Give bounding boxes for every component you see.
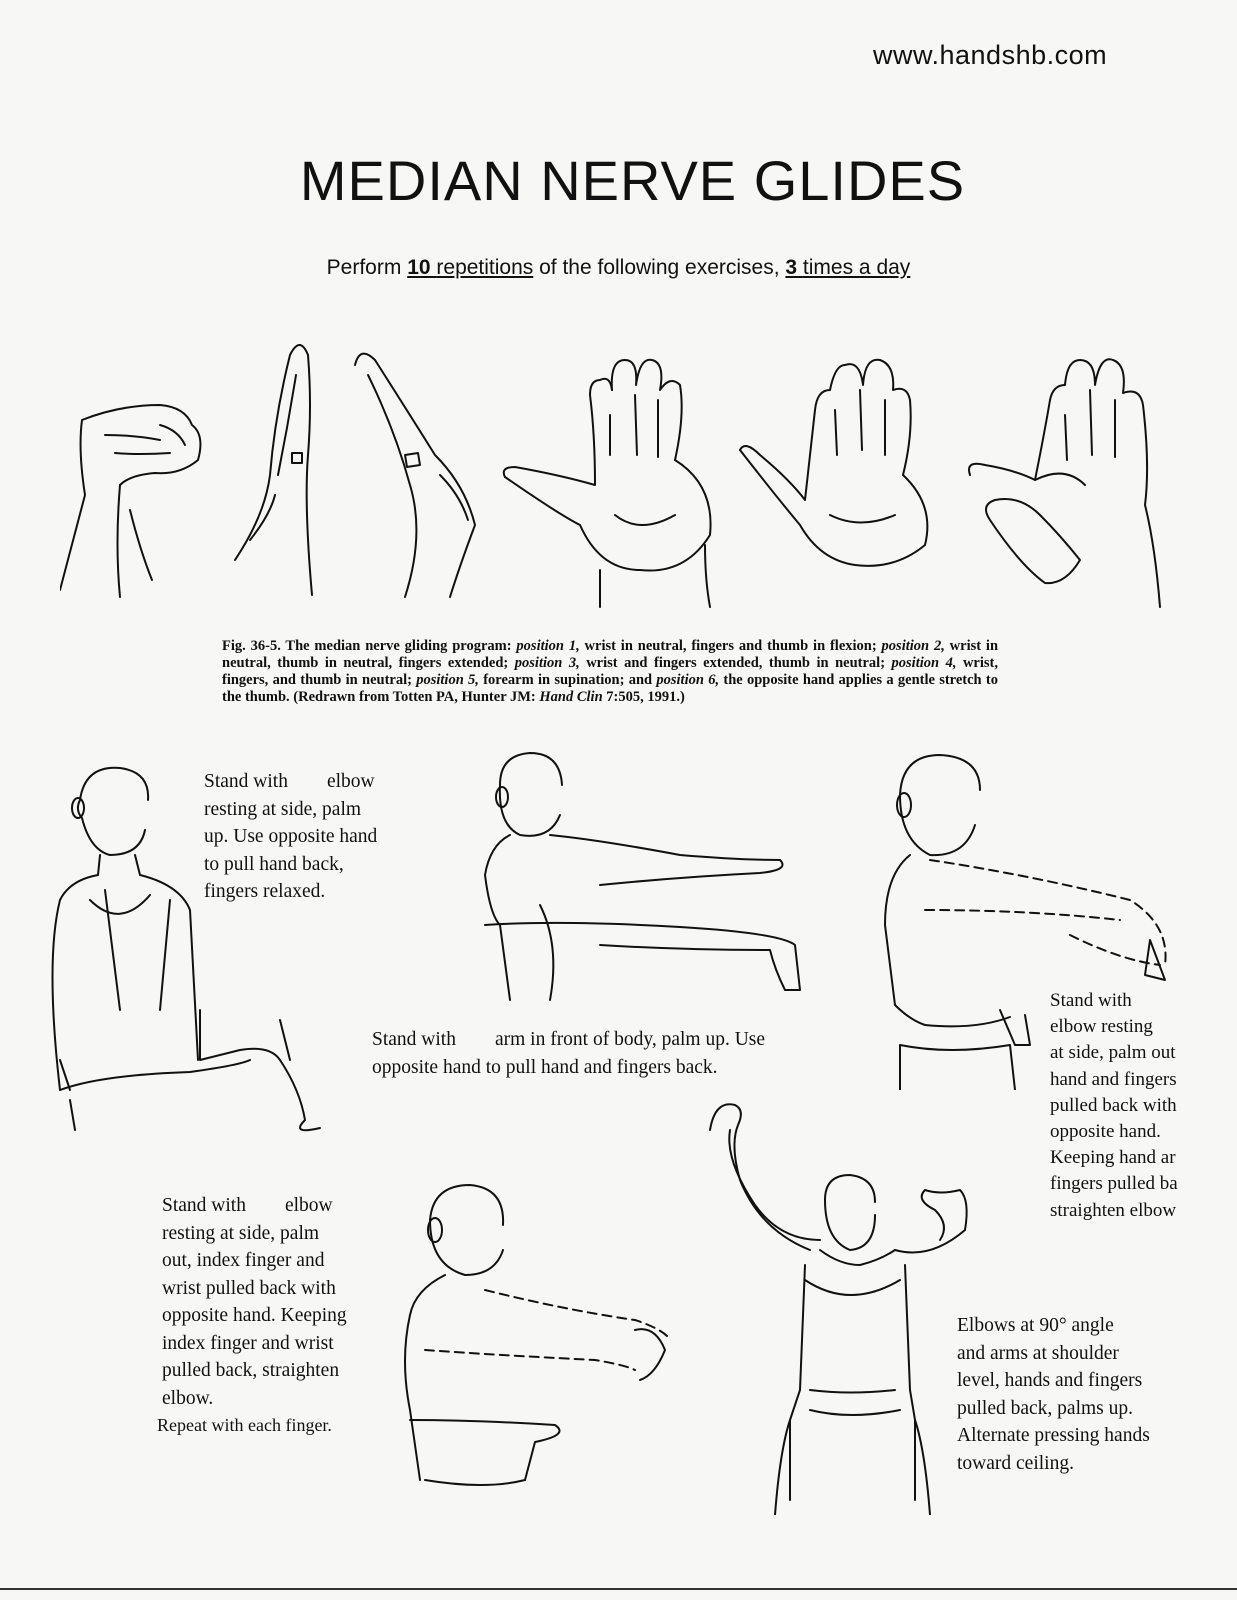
caption-position-5: position 5, (416, 672, 479, 688)
fist-hand-icon (60, 405, 200, 597)
page-title: MEDIAN NERVE GLIDES (299, 149, 966, 212)
caption-journal: Hand Clin (539, 689, 603, 705)
caption-position-6-text: the opposite hand applies a gentle stretch to the thumb. (Redrawn from Totten PA, Hunter JM: (222, 672, 998, 705)
caption-position-5-text: forearm in supination; and (478, 672, 657, 688)
exercise-5-figure (700, 1090, 1000, 1515)
caption-position-3: position 3, (514, 655, 580, 671)
caption-position-6: position 6, (656, 672, 720, 688)
exercise-3-instructions: Stand with elbow resting at side, palm out hand and fingers pulled back with opposite hand. Keeping hand ar fingers pulled ba straighten elbow (1050, 990, 1178, 1221)
exercise-5-instructions: Elbows at 90° angle and arms at shoulder level, hands and fingers pulled back, palms up. Alternate pressing hands toward ceiling. (957, 1315, 1150, 1474)
caption-intro: The median nerve gliding program: (280, 638, 517, 654)
caption-citation: 7:505, 1991.) (602, 689, 685, 705)
man-index-finger-stretch-icon (405, 1185, 670, 1485)
caption-position-2-text: wrist in neutral, thumb in neutral, fingers extended; (222, 638, 999, 671)
instructions-subtitle (0, 256, 1237, 280)
subtitle-mid: of the following exercises, (533, 256, 786, 279)
hand-positions-illustration (60, 335, 1190, 620)
supinated-palm-icon (740, 360, 927, 566)
caption-position-1: position 1, (516, 638, 580, 654)
extended-hand-side-view-icon (355, 354, 475, 597)
exercise-4-instructions: Stand with elbow resting at side, palm out, index finger and wrist pulled back with opposite hand. Keeping index finger and wrist pulled back, straighten elbow. (162, 1195, 347, 1409)
caption-position-3-text: wrist and fingers extended, thumb in neutral; (579, 655, 892, 671)
caption-figure-number: Fig. 36-5. (222, 638, 281, 654)
subtitle-reps-word: repetitions (436, 256, 534, 279)
exercise-2-figure (480, 745, 820, 1005)
flat-hand-side-view-icon (235, 345, 312, 595)
palm-thumb-stretch-icon (969, 359, 1160, 607)
open-palm-thumb-out-icon (504, 360, 711, 607)
figure-caption (222, 638, 998, 706)
subtitle-reps-count: 10 (407, 256, 437, 279)
subtitle-times-word: times a day (802, 256, 911, 279)
scan-edge-line (0, 1588, 1237, 1590)
subtitle-times-count: 3 (785, 256, 803, 279)
exercise-2-instructions: Stand with arm in front of body, palm up. Use opposite hand to pull hand and fingers back. (372, 1029, 766, 1078)
caption-position-2: position 2, (881, 638, 945, 654)
caption-position-1-text: wrist in neutral, fingers and thumb in flexion; (579, 638, 882, 654)
man-seated-arms-raised-icon (710, 1104, 967, 1515)
caption-position-4: position 4, (891, 655, 957, 671)
caption-position-4-text: wrist, fingers, and thumb in neutral; (222, 655, 998, 688)
exercise-4-note: Repeat with each finger. (157, 1415, 332, 1435)
man-arm-forward-icon (485, 753, 800, 1000)
subtitle-pre: Perform (326, 256, 408, 279)
website-url: www.handshb.com (873, 40, 1108, 70)
exercise-4-figure (395, 1180, 685, 1520)
exercise-1-instructions: Stand with elbow resting at side, palm up. Use opposite hand to pull hand back, fingers relaxed. (204, 771, 378, 902)
